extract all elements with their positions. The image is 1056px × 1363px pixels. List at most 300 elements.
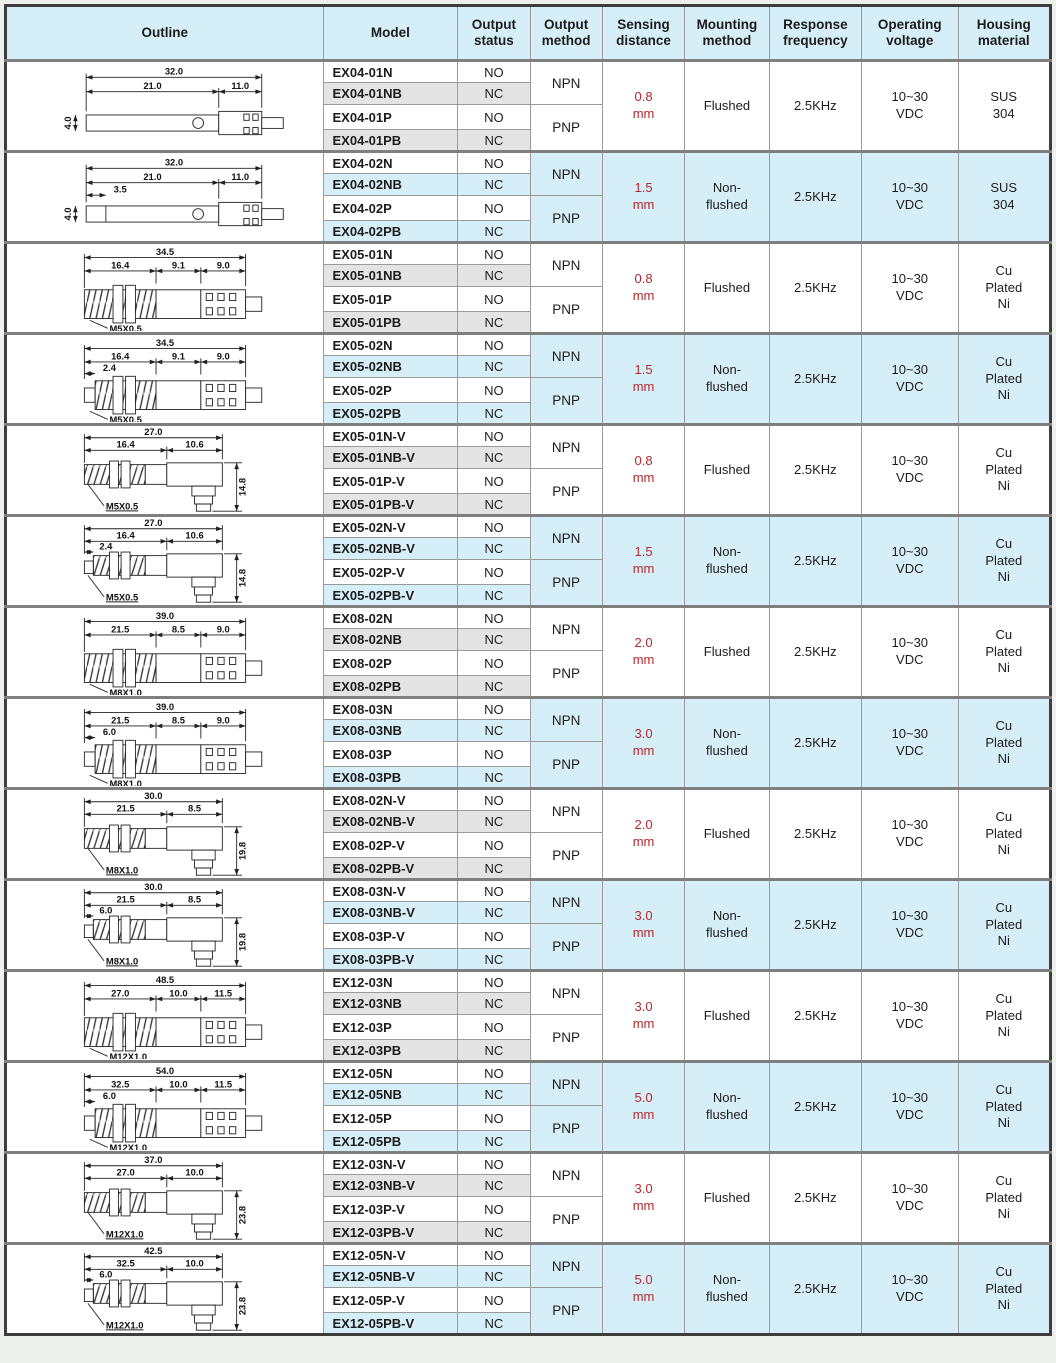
operating-voltage-value: 10~30 VDC xyxy=(891,544,929,576)
outline-drawing xyxy=(15,1246,315,1332)
table-row xyxy=(6,971,1051,993)
svg-text:16.4: 16.4 xyxy=(110,350,130,362)
response-frequency-value: 2.5KHz xyxy=(794,461,837,477)
column-header-operating-voltage: Operating voltage xyxy=(862,6,958,61)
sensing-distance-cell xyxy=(602,61,684,152)
svg-text:M8X1.0: M8X1.0 xyxy=(105,864,138,876)
output-status-cell: NC xyxy=(458,858,530,880)
output-method-cell: PNP xyxy=(530,1015,602,1062)
sensing-distance-cell xyxy=(602,789,684,880)
model-cell: EX12-03N-V xyxy=(323,1153,458,1175)
model-cell: EX12-05PB-V xyxy=(323,1313,458,1335)
svg-text:8.5: 8.5 xyxy=(171,623,185,635)
output-status-cell: NC xyxy=(458,265,530,287)
housing-material-cell xyxy=(958,607,1050,698)
model-cell: EX05-01NB-V xyxy=(323,447,458,469)
response-frequency-value: 2.5KHz xyxy=(794,188,837,204)
housing-material-value: Cu Plated Ni xyxy=(985,444,1023,494)
column-header-model: Model xyxy=(323,6,458,61)
housing-material-value: Cu Plated Ni xyxy=(985,899,1023,949)
operating-voltage-value: 10~30 VDC xyxy=(891,908,929,940)
operating-voltage-value: 10~30 VDC xyxy=(891,362,929,394)
mounting-method-cell xyxy=(685,516,769,607)
svg-text:21.0: 21.0 xyxy=(143,79,162,91)
mounting-method-cell xyxy=(685,789,769,880)
sensing-distance-value: 5.0 xyxy=(634,1090,653,1106)
response-frequency-cell xyxy=(769,425,861,516)
operating-voltage-cell xyxy=(862,880,958,971)
model-cell: EX08-02NB-V xyxy=(323,811,458,833)
table-header xyxy=(6,6,1051,61)
mounting-method-value: Flushed xyxy=(703,461,751,477)
sensing-distance-unit: mm xyxy=(632,288,655,303)
sensing-distance-cell xyxy=(602,1244,684,1335)
table-row xyxy=(6,516,1051,538)
mounting-method-cell xyxy=(685,425,769,516)
table-row xyxy=(6,243,1051,265)
sensing-distance-unit: mm xyxy=(632,1289,655,1304)
svg-text:14.8: 14.8 xyxy=(236,568,248,588)
sensing-distance-value: 1.5 xyxy=(634,180,653,196)
outline-drawing-cell xyxy=(6,607,324,698)
outline-drawing xyxy=(15,154,315,240)
svg-text:M5X0.5: M5X0.5 xyxy=(105,500,138,512)
sensing-distance-cell xyxy=(602,516,684,607)
sensing-distance-unit: mm xyxy=(632,652,655,667)
output-method-cell: NPN xyxy=(530,698,602,742)
output-status-cell: NO xyxy=(458,287,530,312)
sensing-distance-unit: mm xyxy=(632,197,655,212)
column-header-output-method: Output method xyxy=(530,6,602,61)
housing-material-value: SUS 304 xyxy=(990,89,1018,121)
response-frequency-cell xyxy=(769,698,861,789)
column-header-housing-material: Housing material xyxy=(958,6,1050,61)
sensor-spec-table xyxy=(4,4,1052,1336)
housing-material-cell xyxy=(958,971,1050,1062)
sensing-distance-value: 3.0 xyxy=(634,999,653,1015)
table-row xyxy=(6,425,1051,447)
model-cell: EX12-05N xyxy=(323,1062,458,1084)
output-status-cell: NC xyxy=(458,447,530,469)
sensing-distance-value: 3.0 xyxy=(634,1181,653,1197)
output-status-cell: NO xyxy=(458,334,530,356)
outline-drawing xyxy=(15,973,315,1059)
outline-drawing xyxy=(15,1155,315,1241)
output-status-cell: NC xyxy=(458,356,530,378)
model-cell: EX05-01P xyxy=(323,287,458,312)
sensing-distance-cell xyxy=(602,880,684,971)
housing-material-cell xyxy=(958,698,1050,789)
housing-material-cell xyxy=(958,789,1050,880)
model-cell: EX04-02PB xyxy=(323,221,458,243)
mounting-method-cell xyxy=(685,698,769,789)
mounting-method-value: Non-flushed xyxy=(705,908,748,940)
sensing-distance-value: 3.0 xyxy=(634,726,653,742)
svg-text:16.4: 16.4 xyxy=(110,259,130,271)
table-row xyxy=(6,1062,1051,1084)
response-frequency-value: 2.5KHz xyxy=(794,825,837,841)
model-cell: EX05-02N-V xyxy=(323,516,458,538)
model-cell: EX08-03PB xyxy=(323,767,458,789)
housing-material-value: Cu Plated Ni xyxy=(985,626,1023,676)
output-status-cell: NC xyxy=(458,720,530,742)
response-frequency-value: 2.5KHz xyxy=(794,1280,837,1296)
housing-material-value: Cu Plated Ni xyxy=(985,353,1023,403)
output-status-cell: NO xyxy=(458,378,530,403)
output-status-cell: NO xyxy=(458,607,530,629)
operating-voltage-value: 10~30 VDC xyxy=(891,726,929,758)
output-method-cell: NPN xyxy=(530,1244,602,1288)
svg-text:32.0: 32.0 xyxy=(164,156,183,168)
svg-text:21.5: 21.5 xyxy=(116,802,135,814)
output-status-cell: NO xyxy=(458,516,530,538)
output-status-cell: NC xyxy=(458,676,530,698)
housing-material-cell xyxy=(958,425,1050,516)
outline-drawing xyxy=(15,700,315,786)
output-method-cell: NPN xyxy=(530,1062,602,1106)
operating-voltage-cell xyxy=(862,789,958,880)
model-cell: EX08-03PB-V xyxy=(323,949,458,971)
operating-voltage-cell xyxy=(862,152,958,243)
model-cell: EX05-01N-V xyxy=(323,425,458,447)
svg-text:54.0: 54.0 xyxy=(155,1064,174,1076)
model-cell: EX08-03P-V xyxy=(323,924,458,949)
outline-drawing xyxy=(15,336,315,422)
response-frequency-cell xyxy=(769,880,861,971)
output-method-cell: NPN xyxy=(530,334,602,378)
outline-drawing-cell xyxy=(6,61,324,152)
response-frequency-cell xyxy=(769,1153,861,1244)
sensing-distance-cell xyxy=(602,1062,684,1153)
response-frequency-value: 2.5KHz xyxy=(794,370,837,386)
svg-text:19.8: 19.8 xyxy=(236,932,248,952)
model-cell: EX08-02N xyxy=(323,607,458,629)
model-cell: EX12-05NB-V xyxy=(323,1266,458,1288)
model-cell: EX08-03NB-V xyxy=(323,902,458,924)
svg-text:6.0: 6.0 xyxy=(99,904,113,916)
output-method-cell: PNP xyxy=(530,651,602,698)
output-status-cell: NC xyxy=(458,1131,530,1153)
output-status-cell: NC xyxy=(458,403,530,425)
sensing-distance-unit: mm xyxy=(632,470,655,485)
housing-material-cell xyxy=(958,1062,1050,1153)
svg-text:8.5: 8.5 xyxy=(187,893,201,905)
model-cell: EX08-02P-V xyxy=(323,833,458,858)
model-cell: EX05-01P-V xyxy=(323,469,458,494)
outline-drawing xyxy=(15,791,315,877)
output-status-cell: NC xyxy=(458,902,530,924)
mounting-method-cell xyxy=(685,971,769,1062)
outline-drawing-cell xyxy=(6,698,324,789)
svg-text:6.0: 6.0 xyxy=(102,725,116,737)
svg-text:9.0: 9.0 xyxy=(216,259,230,271)
svg-text:M5X0.5: M5X0.5 xyxy=(109,322,142,331)
output-status-cell: NC xyxy=(458,1222,530,1244)
model-cell: EX08-03N-V xyxy=(323,880,458,902)
model-cell: EX04-02N xyxy=(323,152,458,174)
sensing-distance-unit: mm xyxy=(632,106,655,121)
svg-text:11.5: 11.5 xyxy=(214,1078,232,1090)
model-cell: EX08-03NB xyxy=(323,720,458,742)
housing-material-cell xyxy=(958,152,1050,243)
output-status-cell: NC xyxy=(458,312,530,334)
output-status-cell: NO xyxy=(458,469,530,494)
output-status-cell: NC xyxy=(458,1313,530,1335)
svg-text:M12X1.0: M12X1.0 xyxy=(105,1228,144,1240)
model-cell: EX08-02P xyxy=(323,651,458,676)
response-frequency-cell xyxy=(769,1244,861,1335)
output-status-cell: NC xyxy=(458,1040,530,1062)
svg-text:39.0: 39.0 xyxy=(155,609,174,621)
model-cell: EX04-01NB xyxy=(323,83,458,105)
svg-text:8.5: 8.5 xyxy=(171,714,185,726)
output-method-cell: PNP xyxy=(530,378,602,425)
model-cell: EX05-02NB xyxy=(323,356,458,378)
response-frequency-cell xyxy=(769,516,861,607)
svg-text:3.5: 3.5 xyxy=(113,183,127,195)
svg-text:2.4: 2.4 xyxy=(99,540,113,552)
mounting-method-value: Non-flushed xyxy=(705,726,748,758)
model-cell: EX04-01PB xyxy=(323,130,458,152)
svg-text:M12X1.0: M12X1.0 xyxy=(105,1319,144,1331)
output-status-cell: NO xyxy=(458,560,530,585)
sensing-distance-cell xyxy=(602,971,684,1062)
operating-voltage-value: 10~30 VDC xyxy=(891,999,929,1031)
housing-material-value: Cu Plated Ni xyxy=(985,535,1023,585)
table-row xyxy=(6,1153,1051,1175)
housing-material-value: Cu Plated Ni xyxy=(985,717,1023,767)
model-cell: EX04-02P xyxy=(323,196,458,221)
model-cell: EX12-03PB xyxy=(323,1040,458,1062)
sensing-distance-cell xyxy=(602,607,684,698)
mounting-method-cell xyxy=(685,880,769,971)
svg-text:30.0: 30.0 xyxy=(143,791,163,802)
sensing-distance-unit: mm xyxy=(632,1107,655,1122)
svg-text:34.5: 34.5 xyxy=(155,245,174,257)
model-cell: EX12-03PB-V xyxy=(323,1222,458,1244)
svg-text:10.0: 10.0 xyxy=(185,1257,204,1269)
operating-voltage-cell xyxy=(862,1244,958,1335)
output-status-cell: NO xyxy=(458,971,530,993)
housing-material-value: Cu Plated Ni xyxy=(985,1263,1023,1313)
output-method-cell: NPN xyxy=(530,971,602,1015)
svg-text:16.4: 16.4 xyxy=(116,529,135,541)
sensing-distance-unit: mm xyxy=(632,1016,655,1031)
mounting-method-cell xyxy=(685,1153,769,1244)
svg-text:M8X1.0: M8X1.0 xyxy=(105,955,138,967)
sensing-distance-unit: mm xyxy=(632,743,655,758)
table-body xyxy=(6,61,1051,1335)
response-frequency-value: 2.5KHz xyxy=(794,643,837,659)
operating-voltage-value: 10~30 VDC xyxy=(891,89,929,121)
svg-text:21.0: 21.0 xyxy=(143,170,162,182)
table-row xyxy=(6,607,1051,629)
outline-drawing-cell xyxy=(6,1153,324,1244)
model-cell: EX05-01PB-V xyxy=(323,494,458,516)
svg-text:M12X1.0: M12X1.0 xyxy=(109,1050,147,1059)
model-cell: EX05-01NB xyxy=(323,265,458,287)
svg-text:11.5: 11.5 xyxy=(214,987,232,999)
svg-text:21.5: 21.5 xyxy=(116,893,135,905)
model-cell: EX05-02P-V xyxy=(323,560,458,585)
output-status-cell: NC xyxy=(458,993,530,1015)
sensing-distance-unit: mm xyxy=(632,834,655,849)
outline-drawing-cell xyxy=(6,789,324,880)
response-frequency-value: 2.5KHz xyxy=(794,1098,837,1114)
svg-text:M5X0.5: M5X0.5 xyxy=(105,591,138,603)
output-status-cell: NC xyxy=(458,221,530,243)
response-frequency-cell xyxy=(769,152,861,243)
outline-drawing xyxy=(15,63,315,149)
response-frequency-value: 2.5KHz xyxy=(794,916,837,932)
svg-text:9.0: 9.0 xyxy=(216,350,230,362)
svg-text:6.0: 6.0 xyxy=(102,1089,116,1101)
svg-text:M12X1.0: M12X1.0 xyxy=(109,1141,147,1150)
outline-drawing xyxy=(15,427,315,513)
sensing-distance-cell xyxy=(602,1153,684,1244)
output-method-cell: PNP xyxy=(530,196,602,243)
output-status-cell: NO xyxy=(458,1015,530,1040)
svg-text:11.0: 11.0 xyxy=(231,79,249,91)
mounting-method-value: Non-flushed xyxy=(705,1272,748,1304)
column-header-response-frequency: Response frequency xyxy=(769,6,861,61)
svg-text:34.5: 34.5 xyxy=(155,336,174,348)
output-status-cell: NO xyxy=(458,924,530,949)
operating-voltage-cell xyxy=(862,1153,958,1244)
outline-drawing-cell xyxy=(6,243,324,334)
mounting-method-cell xyxy=(685,334,769,425)
output-status-cell: NO xyxy=(458,61,530,83)
output-status-cell: NO xyxy=(458,196,530,221)
operating-voltage-cell xyxy=(862,334,958,425)
model-cell: EX08-03N xyxy=(323,698,458,720)
mounting-method-value: Flushed xyxy=(703,279,751,295)
output-status-cell: NC xyxy=(458,949,530,971)
operating-voltage-cell xyxy=(862,607,958,698)
output-method-cell: NPN xyxy=(530,61,602,105)
mounting-method-value: Flushed xyxy=(703,1189,751,1205)
operating-voltage-cell xyxy=(862,516,958,607)
response-frequency-cell xyxy=(769,334,861,425)
output-method-cell: NPN xyxy=(530,243,602,287)
output-method-cell: PNP xyxy=(530,560,602,607)
model-cell: EX08-02N-V xyxy=(323,789,458,811)
output-method-cell: NPN xyxy=(530,1153,602,1197)
svg-text:M8X1.0: M8X1.0 xyxy=(109,686,142,695)
model-cell: EX12-05NB xyxy=(323,1084,458,1106)
svg-text:2.4: 2.4 xyxy=(102,361,116,373)
svg-text:10.0: 10.0 xyxy=(169,987,188,999)
output-status-cell: NC xyxy=(458,1266,530,1288)
sensing-distance-unit: mm xyxy=(632,1198,655,1213)
svg-text:27.0: 27.0 xyxy=(110,987,130,999)
output-status-cell: NC xyxy=(458,811,530,833)
svg-text:21.5: 21.5 xyxy=(110,714,130,726)
model-cell: EX05-01N xyxy=(323,243,458,265)
output-status-cell: NO xyxy=(458,789,530,811)
sensing-distance-value: 0.8 xyxy=(634,271,653,287)
svg-text:10.0: 10.0 xyxy=(185,1166,204,1178)
output-status-cell: NC xyxy=(458,83,530,105)
svg-text:32.0: 32.0 xyxy=(164,65,183,77)
model-cell: EX04-02NB xyxy=(323,174,458,196)
output-status-cell: NC xyxy=(458,130,530,152)
model-cell: EX05-02P xyxy=(323,378,458,403)
svg-text:21.5: 21.5 xyxy=(110,623,130,635)
operating-voltage-cell xyxy=(862,61,958,152)
sensing-distance-value: 2.0 xyxy=(634,635,653,651)
sensing-distance-cell xyxy=(602,425,684,516)
housing-material-value: Cu Plated Ni xyxy=(985,1172,1023,1222)
sensing-distance-cell xyxy=(602,698,684,789)
mounting-method-cell xyxy=(685,607,769,698)
outline-drawing xyxy=(15,882,315,968)
operating-voltage-value: 10~30 VDC xyxy=(891,453,929,485)
outline-drawing xyxy=(15,609,315,695)
mounting-method-value: Flushed xyxy=(703,97,751,113)
model-cell: EX08-02NB xyxy=(323,629,458,651)
svg-text:10.6: 10.6 xyxy=(185,529,204,541)
output-status-cell: NC xyxy=(458,1084,530,1106)
svg-text:32.5: 32.5 xyxy=(110,1078,130,1090)
response-frequency-cell xyxy=(769,243,861,334)
output-method-cell: PNP xyxy=(530,742,602,789)
table-row xyxy=(6,698,1051,720)
svg-text:10.6: 10.6 xyxy=(185,438,204,450)
svg-text:32.5: 32.5 xyxy=(116,1257,135,1269)
svg-text:27.0: 27.0 xyxy=(143,427,163,438)
outline-drawing xyxy=(15,245,315,331)
column-header-sensing-distance: Sensing distance xyxy=(602,6,684,61)
output-method-cell: NPN xyxy=(530,516,602,560)
output-status-cell: NO xyxy=(458,1106,530,1131)
mounting-method-value: Flushed xyxy=(703,825,751,841)
response-frequency-value: 2.5KHz xyxy=(794,1007,837,1023)
sensing-distance-value: 0.8 xyxy=(634,453,653,469)
model-cell: EX08-03P xyxy=(323,742,458,767)
output-method-cell: PNP xyxy=(530,287,602,334)
model-cell: EX12-03N xyxy=(323,971,458,993)
sensing-distance-unit: mm xyxy=(632,925,655,940)
model-cell: EX04-01P xyxy=(323,105,458,130)
svg-text:M5X0.5: M5X0.5 xyxy=(109,413,142,422)
table-row xyxy=(6,880,1051,902)
model-cell: EX04-01N xyxy=(323,61,458,83)
svg-text:37.0: 37.0 xyxy=(143,1155,163,1166)
mounting-method-value: Flushed xyxy=(703,1007,751,1023)
operating-voltage-cell xyxy=(862,698,958,789)
svg-text:4.0: 4.0 xyxy=(61,207,73,221)
svg-text:48.5: 48.5 xyxy=(155,973,174,985)
sensing-distance-cell xyxy=(602,334,684,425)
mounting-method-cell xyxy=(685,243,769,334)
response-frequency-cell xyxy=(769,1062,861,1153)
output-method-cell: NPN xyxy=(530,425,602,469)
output-status-cell: NC xyxy=(458,494,530,516)
outline-drawing-cell xyxy=(6,971,324,1062)
output-status-cell: NC xyxy=(458,1175,530,1197)
sensing-distance-value: 2.0 xyxy=(634,817,653,833)
mounting-method-cell xyxy=(685,1244,769,1335)
housing-material-cell xyxy=(958,61,1050,152)
housing-material-value: Cu Plated Ni xyxy=(985,808,1023,858)
output-status-cell: NC xyxy=(458,174,530,196)
output-status-cell: NO xyxy=(458,1062,530,1084)
svg-text:4.0: 4.0 xyxy=(61,116,73,130)
outline-drawing-cell xyxy=(6,1062,324,1153)
svg-text:9.0: 9.0 xyxy=(216,714,230,726)
output-status-cell: NO xyxy=(458,1153,530,1175)
